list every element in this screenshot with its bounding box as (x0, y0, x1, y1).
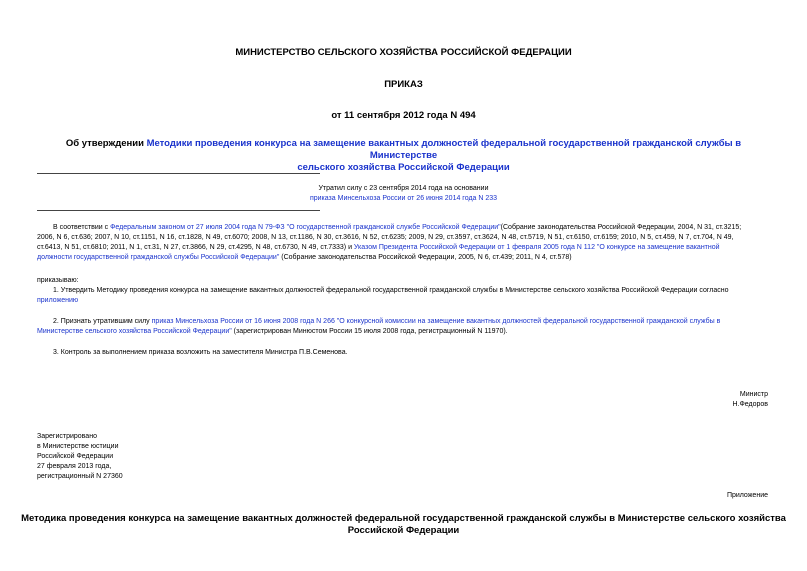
document-date-number: от 11 сентября 2012 года N 494 (331, 110, 476, 121)
appendix-title: Методика проведения конкурса на замещение вакантных должностей федеральной государственной гражданской службы в Министерстве сельского хозяйства Российской Федерации (21, 513, 786, 536)
preamble-line-4-tail: (Собрание законодательства Российской Федерации, 2005, N 6, ст.439; 2011, N 4, ст.578) (279, 254, 572, 261)
ministry-heading: МИНИСТЕРСТВО СЕЛЬСКОГО ХОЗЯЙСТВА РОССИЙСКОЙ ФЕДЕРАЦИИ (235, 47, 572, 58)
order-item-3: 3. Контроль за выполнением приказа возложить на заместителя Министра П.В.Семенова. (53, 349, 348, 356)
preamble-law-ref: (Собрание законодательства Российской Федерации, 2004, N 31, ст.3215; (500, 224, 742, 231)
presidential-decree-link[interactable]: Указом Президента Российской Федерации от 1 февраля 2005 года N 112 "О конкурсе на замещение вакантной должности государственной гражданской службы Российской Федерации" (37, 244, 720, 261)
order-item-2 (37, 317, 768, 337)
order-item-1 (37, 286, 768, 306)
repeal-order-link[interactable]: приказа Минсельхоза России от 26 июня 2014 года N 233 (309, 195, 498, 202)
signature-block (732, 390, 768, 410)
repealed-order-link[interactable]: приказ Минсельхоза России от 16 июня 2008 года N 266 "О конкурсной комиссии на замещение вакантных должностей федеральной государственной гражданской службы в Министерстве сельского хозяйства Российской Федерации" (37, 318, 721, 335)
divider-bottom (37, 210, 320, 211)
preamble (37, 223, 768, 263)
item-2-tail: (зарегистрирован Минюстом России 15 июля 2008 года, регистрационный N 11970). (231, 328, 508, 335)
document-subject (40, 138, 767, 174)
subject-prefix: Об утверждении (65, 138, 147, 149)
registration-line-5: регистрационный N 27360 (37, 473, 123, 480)
preamble-line-2: 2006, N 6, ст.636; 2007, N 10, ст.1151, N 16, ст.1828, N 49, ст.6070; 2008, N 13, ст.1186, N 30, ст.3616, N 52, ст.6235; 2009, N 29, ст.3597, ст.3624, N 48, ст.5719, N 51, ст.6150, ст.6159; 2010, N 5, ст.459, N 7, ст.704, N 49, (37, 234, 734, 241)
registration-line-3: Российской Федерации (37, 453, 114, 460)
status-note (0, 184, 807, 204)
appendix-label: Приложение (726, 492, 768, 499)
registration-block (37, 432, 123, 482)
registration-line-4: 27 февраля 2013 года, (37, 463, 112, 470)
preamble-line-3: ст.6413, N 51, ст.6810; 2011, N 1, ст.31, N 27, ст.3866, N 29, ст.4295, N 48, ст.6730, N 49, ст.7333) и (37, 244, 354, 251)
registration-line-1: Зарегистрировано (37, 433, 97, 440)
document-type: ПРИКАЗ (384, 79, 423, 90)
registration-line-2: в Министерстве юстиции (37, 443, 119, 450)
order-word: приказываю: (37, 277, 79, 284)
appendix-link[interactable]: приложению (37, 297, 79, 304)
signature-position: Министр (739, 391, 768, 398)
item-2-prefix: 2. Признать утратившим силу (53, 318, 152, 325)
preamble-intro: В соответствии с (53, 224, 111, 231)
federal-law-link[interactable]: Федеральным законом от 27 июля 2004 года N 79-ФЗ "О государственной гражданской службе Российской Федерации" (110, 224, 501, 231)
methodology-link[interactable]: Методики проведения конкурса на замещение вакантных должностей федеральной государственной гражданской службы в Министерстве сельского хозяйства Российской Федерации (146, 138, 742, 173)
divider-top (37, 173, 320, 174)
status-note-text: Утратил силу с 23 сентября 2014 года на основании (318, 185, 489, 192)
item-1-text: 1. Утвердить Методику проведения конкурса на замещение вакантных должностей федеральной государственной гражданской службы в Министерстве сельского хозяйства Российской Федерации согласно (53, 287, 729, 294)
signature-name: Н.Федоров (732, 401, 768, 408)
